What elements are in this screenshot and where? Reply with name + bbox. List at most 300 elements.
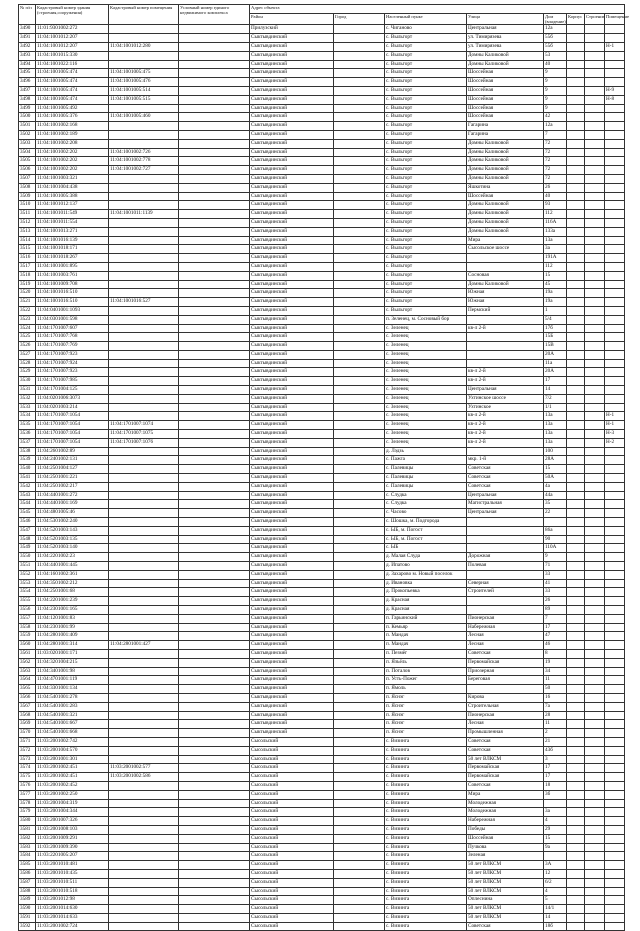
cell-street: ул. Тимирязева — [467, 43, 544, 52]
cell-cadastral-number: 11:04:1701007:923 — [36, 350, 109, 359]
cell-street: Лесная — [467, 720, 544, 729]
cell-house: 13а — [544, 438, 567, 447]
cell-complex-number — [179, 579, 250, 588]
cell-street: Шоссейная — [467, 86, 544, 95]
cell-settlement: с. Выльгорт — [385, 122, 467, 131]
cell-building — [585, 834, 605, 843]
cell-district: Сыктывдинский — [250, 535, 334, 544]
cell-corpus — [567, 394, 585, 403]
cell-room — [605, 130, 625, 139]
cell-house: 9 — [544, 69, 567, 78]
cell-cadastral-number: 11:04:5401001:321 — [36, 711, 109, 720]
cell-city — [334, 720, 385, 729]
cell-cadastral-number: 11:03:2001002:451 — [36, 764, 109, 773]
cell-city — [334, 394, 385, 403]
cell-building — [585, 139, 605, 148]
cell-house: 19а — [544, 298, 567, 307]
cell-row-num: 3527 — [19, 350, 36, 359]
cell-settlement: п. Пезмёг — [385, 649, 467, 658]
cell-building — [585, 359, 605, 368]
cell-settlement: с. Выльгорт — [385, 95, 467, 104]
cell-row-num: 3534 — [19, 412, 36, 421]
cell-street: Домны Каликовой — [467, 201, 544, 210]
cell-settlement: с. Визинга — [385, 825, 467, 834]
header-corpus: Корпус — [567, 14, 585, 25]
table-row — [19, 438, 625, 447]
cell-complex-number — [179, 649, 250, 658]
cell-house: 19 — [544, 658, 567, 667]
cell-cadastral-number: 11:04:2301001:165 — [36, 606, 109, 615]
table-row — [19, 606, 625, 615]
cell-row-num: 3575 — [19, 773, 36, 782]
table-row — [19, 482, 625, 491]
cell-street: 50 лет ВЛКСМ — [467, 861, 544, 870]
cell-cadastral-number: 11:04:1701007:1054 — [36, 412, 109, 421]
cell-city — [334, 157, 385, 166]
cell-district: Сыктывдинский — [250, 438, 334, 447]
cell-city — [334, 403, 385, 412]
cell-settlement: с. Визинга — [385, 852, 467, 861]
cell-building — [585, 764, 605, 773]
cell-house: 3а — [544, 808, 567, 817]
cell-room — [605, 676, 625, 685]
cell-room: Н-2 — [605, 438, 625, 447]
cell-settlement: с. Зеленец — [385, 368, 467, 377]
cell-corpus — [567, 166, 585, 175]
cell-house: 47 — [544, 632, 567, 641]
cell-street: 50 лет ВЛКСМ — [467, 887, 544, 896]
cell-building — [585, 641, 605, 650]
cell-complex-number — [179, 324, 250, 333]
cell-district: Сысольский — [250, 869, 334, 878]
cell-house: 8 — [544, 649, 567, 658]
cell-house: 15 — [544, 271, 567, 280]
cell-corpus — [567, 491, 585, 500]
cell-complex-number — [179, 702, 250, 711]
cell-building — [585, 746, 605, 755]
header-district: Район — [250, 14, 334, 25]
cell-row-num: 3556 — [19, 606, 36, 615]
cell-settlement: с. Слудка — [385, 491, 467, 500]
cell-complex-number — [179, 95, 250, 104]
cell-room — [605, 887, 625, 896]
register-table — [18, 4, 630, 931]
cell-street — [467, 606, 544, 615]
cell-house: 14/1 — [544, 905, 567, 914]
table-row — [19, 535, 625, 544]
cell-building — [585, 386, 605, 395]
cell-room — [605, 491, 625, 500]
cell-row-num: 3523 — [19, 315, 36, 324]
cell-settlement: с. Выльгорт — [385, 139, 467, 148]
cell-house: 100 — [544, 447, 567, 456]
cell-row-num: 3521 — [19, 298, 36, 307]
cell-cadastral-number: 11:04:1001003:321 — [36, 174, 109, 183]
cell-house: 110А — [544, 544, 567, 553]
cell-district: Сысольский — [250, 790, 334, 799]
cell-complex-number — [179, 465, 250, 474]
cell-corpus — [567, 386, 585, 395]
table-row — [19, 834, 625, 843]
cell-premises-number — [109, 861, 179, 870]
table-header — [19, 5, 630, 25]
cell-district: Сыктывдинский — [250, 702, 334, 711]
table-row — [19, 544, 625, 553]
table-row — [19, 236, 625, 245]
cell-district: Сыктывдинский — [250, 342, 334, 351]
cell-settlement: с. Визинга — [385, 878, 467, 887]
table-row — [19, 386, 625, 395]
cell-cadastral-number: 11:04:1001002:202 — [36, 157, 109, 166]
cell-premises-number — [109, 359, 179, 368]
cell-district: Сыктывдинский — [250, 570, 334, 579]
cell-complex-number — [179, 122, 250, 131]
cell-settlement: с. Зеленец — [385, 403, 467, 412]
cell-district: Сыктывдинский — [250, 658, 334, 667]
cell-complex-number — [179, 518, 250, 527]
table-row — [19, 869, 625, 878]
cell-premises-number — [109, 412, 179, 421]
table-row — [19, 456, 625, 465]
cell-district: Сысольский — [250, 825, 334, 834]
cell-room — [605, 315, 625, 324]
cell-district: Сыктывдинский — [250, 377, 334, 386]
cell-premises-number: 11:04:1001002:778 — [109, 157, 179, 166]
table-row — [19, 693, 625, 702]
cell-building — [585, 491, 605, 500]
cell-house: 26 — [544, 183, 567, 192]
cell-complex-number — [179, 350, 250, 359]
cell-premises-number — [109, 729, 179, 738]
cell-city — [334, 790, 385, 799]
cell-row-num: 3502 — [19, 130, 36, 139]
cell-city — [334, 799, 385, 808]
cell-room — [605, 34, 625, 43]
cell-corpus — [567, 570, 585, 579]
cell-house: 50 — [544, 685, 567, 694]
cell-corpus — [567, 403, 585, 412]
cell-room — [605, 755, 625, 764]
cell-corpus — [567, 438, 585, 447]
cell-city — [334, 693, 385, 702]
cell-complex-number — [179, 878, 250, 887]
cell-premises-number: 11:04:1001002:727 — [109, 166, 179, 175]
cell-complex-number — [179, 157, 250, 166]
cell-row-num: 3501 — [19, 122, 36, 131]
cell-street: Ухтинское — [467, 403, 544, 412]
cell-complex-number — [179, 280, 250, 289]
cell-street: Мира — [467, 236, 544, 245]
cell-corpus — [567, 60, 585, 69]
cell-building — [585, 588, 605, 597]
cell-street: Шоссейная — [467, 834, 544, 843]
cell-settlement: с. Визинга — [385, 808, 467, 817]
cell-room: Н-8 — [605, 95, 625, 104]
cell-premises-number — [109, 403, 179, 412]
cell-building — [585, 535, 605, 544]
cell-city — [334, 368, 385, 377]
cell-room — [605, 711, 625, 720]
cell-row-num: 3512 — [19, 218, 36, 227]
cell-corpus — [567, 86, 585, 95]
cell-building — [585, 676, 605, 685]
cell-house: 20А — [544, 350, 567, 359]
cell-cadastral-number: 11:04:5401001:278 — [36, 693, 109, 702]
cell-cadastral-number: 11:04:1001001:895 — [36, 262, 109, 271]
cell-premises-number — [109, 623, 179, 632]
table-row — [19, 350, 625, 359]
cell-cadastral-number: 11:04:2501001:221 — [36, 474, 109, 483]
table-row — [19, 95, 625, 104]
cell-room — [605, 720, 625, 729]
cell-settlement: п. Поталов — [385, 667, 467, 676]
cell-corpus — [567, 412, 585, 421]
cell-room — [605, 597, 625, 606]
cell-settlement: с. Зеленец — [385, 324, 467, 333]
cell-street: Береговая — [467, 676, 544, 685]
cell-street: 50 лет ВЛКСМ — [467, 913, 544, 922]
cell-district: Сыктывдинский — [250, 78, 334, 87]
cell-city — [334, 632, 385, 641]
cell-room — [605, 773, 625, 782]
cell-premises-number — [109, 913, 179, 922]
cell-city — [334, 174, 385, 183]
cell-row-num: 3570 — [19, 729, 36, 738]
table-row — [19, 623, 625, 632]
cell-complex-number — [179, 430, 250, 439]
cell-district: Сыктывдинский — [250, 518, 334, 527]
cell-building — [585, 843, 605, 852]
cell-corpus — [567, 201, 585, 210]
cell-complex-number — [179, 78, 250, 87]
table-row — [19, 562, 625, 571]
cell-settlement: с. ЫБ, м. Погост — [385, 526, 467, 535]
cell-row-num: 3529 — [19, 368, 36, 377]
table-row — [19, 676, 625, 685]
cell-building — [585, 852, 605, 861]
cell-street: Центральная — [467, 491, 544, 500]
cell-house: 17 — [544, 623, 567, 632]
cell-district: Сысольский — [250, 764, 334, 773]
cell-building — [585, 737, 605, 746]
cell-complex-number — [179, 834, 250, 843]
cell-row-num: 3533 — [19, 403, 36, 412]
cell-street: Первомайская — [467, 764, 544, 773]
cell-row-num: 3587 — [19, 878, 36, 887]
cell-premises-number — [109, 799, 179, 808]
cell-row-num: 3550 — [19, 553, 36, 562]
cell-premises-number — [109, 817, 179, 826]
cell-room — [605, 588, 625, 597]
cell-house — [544, 799, 567, 808]
cell-room — [605, 474, 625, 483]
cell-room — [605, 245, 625, 254]
cell-city — [334, 262, 385, 271]
cell-premises-number — [109, 518, 179, 527]
cell-city — [334, 922, 385, 931]
cell-row-num: 3524 — [19, 324, 36, 333]
cell-corpus — [567, 553, 585, 562]
table-row — [19, 737, 625, 746]
cell-premises-number — [109, 280, 179, 289]
cell-street: Сысольское шоссе — [467, 245, 544, 254]
cell-premises-number — [109, 781, 179, 790]
cell-cadastral-number: 11:04:2401002:131 — [36, 456, 109, 465]
table-row — [19, 69, 625, 78]
cell-cadastral-number: 11:04:1001016:510 — [36, 298, 109, 307]
cell-settlement: с. Выльгорт — [385, 51, 467, 60]
cell-premises-number — [109, 746, 179, 755]
cell-settlement: п. Яснэг — [385, 729, 467, 738]
cell-corpus — [567, 623, 585, 632]
cell-house — [544, 518, 567, 527]
cell-premises-number: 11:04:1001012:280 — [109, 43, 179, 52]
cell-city — [334, 104, 385, 113]
cell-settlement: с. Визинга — [385, 922, 467, 931]
cell-corpus — [567, 174, 585, 183]
cell-row-num: 3541 — [19, 474, 36, 483]
cell-city — [334, 913, 385, 922]
cell-district: Сыктывдинский — [250, 526, 334, 535]
cell-city — [334, 298, 385, 307]
cell-city — [334, 377, 385, 386]
cell-street: Домны Каликовой — [467, 157, 544, 166]
cell-settlement: д. Прокопьевка — [385, 588, 467, 597]
cell-corpus — [567, 737, 585, 746]
cell-settlement: с. Палевицы — [385, 465, 467, 474]
cell-city — [334, 746, 385, 755]
cell-building — [585, 509, 605, 518]
cell-row-num: 3574 — [19, 764, 36, 773]
cell-complex-number — [179, 667, 250, 676]
cell-district: Сыктывдинский — [250, 289, 334, 298]
cell-premises-number — [109, 25, 179, 34]
cell-street: Пионерская — [467, 614, 544, 623]
cell-street: Южная — [467, 298, 544, 307]
cell-street: 50 лет ВЛКСМ — [467, 755, 544, 764]
cell-complex-number — [179, 729, 250, 738]
cell-street: Советская — [467, 482, 544, 491]
cell-district: Сыктывдинский — [250, 104, 334, 113]
cell-row-num: 3514 — [19, 236, 36, 245]
cell-cadastral-number: 11:04:5301002:240 — [36, 518, 109, 527]
cell-house: 72 — [544, 166, 567, 175]
cell-building — [585, 192, 605, 201]
cell-settlement: с. Выльгорт — [385, 245, 467, 254]
cell-building — [585, 368, 605, 377]
cell-complex-number — [179, 368, 250, 377]
cell-district: Сыктывдинский — [250, 174, 334, 183]
cell-house: 13а — [544, 412, 567, 421]
cell-building — [585, 306, 605, 315]
cell-premises-number — [109, 130, 179, 139]
table-row — [19, 878, 625, 887]
cell-house: 16 — [544, 693, 567, 702]
cell-complex-number — [179, 614, 250, 623]
cell-street: Домны Каликовой — [467, 51, 544, 60]
cell-settlement: п. Яснэг — [385, 702, 467, 711]
cell-room: Н-1 — [605, 43, 625, 52]
cell-cadastral-number: 11:04:1701007:1054 — [36, 438, 109, 447]
cell-complex-number — [179, 210, 250, 219]
cell-street: кв-л 2-й — [467, 430, 544, 439]
cell-row-num: 3506 — [19, 166, 36, 175]
table-row — [19, 570, 625, 579]
cell-complex-number — [179, 86, 250, 95]
cell-room: Н-9 — [605, 86, 625, 95]
cell-corpus — [567, 746, 585, 755]
cell-settlement: п. Яснэг — [385, 711, 467, 720]
cell-district: Сыктывдинский — [250, 562, 334, 571]
table-row — [19, 60, 625, 69]
cell-house: 14 — [544, 386, 567, 395]
cell-house: 93 — [544, 201, 567, 210]
cell-city — [334, 245, 385, 254]
cell-house: 34 — [544, 667, 567, 676]
cell-house: 71 — [544, 562, 567, 571]
cell-premises-number — [109, 333, 179, 342]
cell-complex-number — [179, 174, 250, 183]
cell-house: 112 — [544, 262, 567, 271]
cell-settlement: с. Визинга — [385, 913, 467, 922]
cell-room — [605, 869, 625, 878]
cell-house: 46 — [544, 641, 567, 650]
cell-complex-number — [179, 905, 250, 914]
cell-premises-number: 11:04:1701007:1076 — [109, 438, 179, 447]
cell-street: Южная — [467, 289, 544, 298]
cell-cadastral-number: 11:04:0201003:214 — [36, 403, 109, 412]
cell-house: 11 — [544, 720, 567, 729]
table-row — [19, 465, 625, 474]
cell-building — [585, 887, 605, 896]
cell-cadastral-number: 11:04:1001003:761 — [36, 271, 109, 280]
cell-cadastral-number: 11:03:2001007:326 — [36, 817, 109, 826]
cell-complex-number — [179, 43, 250, 52]
table-row — [19, 148, 625, 157]
cell-premises-number — [109, 342, 179, 351]
table-row — [19, 430, 625, 439]
cell-district: Прилузский — [250, 25, 334, 34]
cell-street: Набережная — [467, 623, 544, 632]
cell-premises-number — [109, 649, 179, 658]
cell-house: 15 — [544, 465, 567, 474]
cell-corpus — [567, 500, 585, 509]
cell-complex-number — [179, 139, 250, 148]
cell-complex-number — [179, 509, 250, 518]
cell-premises-number — [109, 755, 179, 764]
cell-row-num: 3544 — [19, 500, 36, 509]
cell-settlement: с. Визинга — [385, 887, 467, 896]
cell-cadastral-number: 11:03:2001004:570 — [36, 746, 109, 755]
cell-corpus — [567, 95, 585, 104]
cell-settlement: с. Визинга — [385, 746, 467, 755]
table-row — [19, 755, 625, 764]
cell-city — [334, 685, 385, 694]
cell-settlement: с. Зеленец — [385, 377, 467, 386]
cell-building — [585, 201, 605, 210]
cell-complex-number — [179, 491, 250, 500]
cell-city — [334, 623, 385, 632]
cell-city — [334, 474, 385, 483]
cell-building — [585, 148, 605, 157]
cell-row-num: 3545 — [19, 509, 36, 518]
cell-corpus — [567, 808, 585, 817]
cell-city — [334, 588, 385, 597]
cell-street: Полевая — [467, 562, 544, 571]
cell-settlement: с. Визинга — [385, 773, 467, 782]
cell-city — [334, 729, 385, 738]
cell-street: Центральная — [467, 25, 544, 34]
